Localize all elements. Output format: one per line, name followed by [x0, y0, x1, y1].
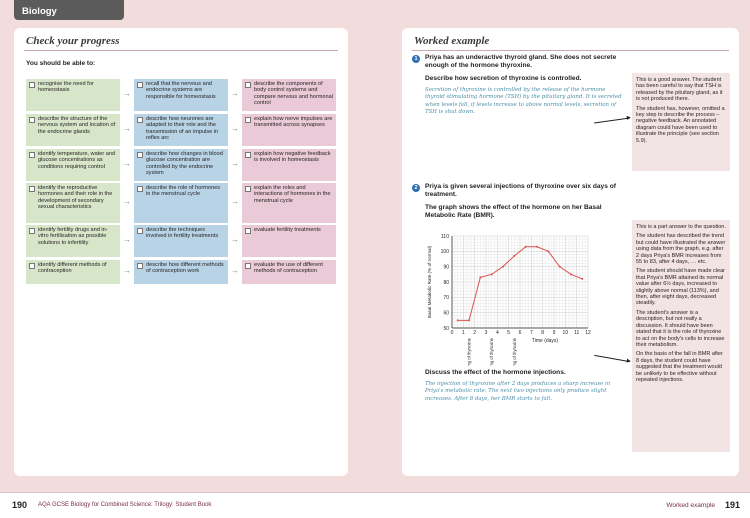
data-point: [525, 246, 527, 248]
checkbox[interactable]: [245, 228, 251, 234]
intro-text: You should be able to:: [26, 60, 96, 67]
data-point: [479, 276, 481, 278]
data-point: [491, 273, 493, 275]
checkbox[interactable]: [245, 186, 251, 192]
progress-cell-text: evaluate fertility treatments: [254, 227, 321, 233]
question-number: 2: [412, 184, 420, 192]
data-point: [581, 278, 583, 280]
checkbox[interactable]: [29, 263, 35, 269]
arrow-icon: →: [123, 266, 131, 275]
x-axis-label: Time (days): [531, 338, 559, 344]
progress-cell: [26, 79, 120, 111]
arrow-icon: →: [231, 89, 239, 98]
progress-cell: [26, 183, 120, 223]
progress-cell: [134, 260, 228, 284]
checkbox[interactable]: [245, 117, 251, 123]
comment-paragraph: This is a part answer to the question.: [636, 224, 726, 230]
progress-cell-text: identify different methods of contraception: [38, 262, 107, 275]
progress-cell-text: describe the role of hormones in the menstrual cycle: [146, 185, 221, 198]
check-progress-panel: [14, 28, 348, 476]
x-tick-label: 11: [574, 330, 580, 336]
x-tick-label: 5: [507, 330, 511, 336]
progress-cell: [242, 225, 336, 257]
y-axis-label: Basal Metabolic Rate (% of normal): [427, 245, 432, 319]
progress-cell: [242, 183, 336, 223]
x-tick-label: 3: [484, 330, 488, 336]
progress-cell: [242, 260, 336, 284]
arrow-icon: →: [123, 197, 131, 206]
progress-cell-text: describe the structure of the nervous system and location of the endocrine glands: [38, 116, 116, 135]
arrow-icon: →: [231, 266, 239, 275]
progress-cell-text: explain the roles and interactions of hormones in the menstrual cycle: [254, 185, 331, 204]
checkbox[interactable]: [137, 152, 143, 158]
progress-cell-text: describe how changes in blood glucose concentration are controlled by the endocrine system: [146, 151, 223, 177]
student-answer: The injection of thyroxine after 2 days produces a sharp increase in Priya's metabolic rate. The next two injections only produce slight increases. After 8 days, her BMR starts to fall.: [425, 381, 611, 402]
question-prompt: Describe how secretion of thyroxine is controlled.: [425, 75, 582, 82]
checkbox[interactable]: [137, 186, 143, 192]
page-footer: [0, 492, 750, 518]
progress-cell: [26, 149, 120, 181]
question-number: 1: [412, 55, 420, 63]
x-tick-label: 12: [585, 330, 591, 336]
progress-cell: [134, 183, 228, 223]
x-tick-label: 8: [541, 330, 545, 336]
arrow-icon: →: [123, 89, 131, 98]
student-answer: Secretion of thyroxine is controlled by the release of the hormone thyroid stimulating hormone (TSH) by the pituitary gland. It is secreted when levels fall, if levels increase to above normal levels, secretion of TSH is shut down.: [425, 87, 622, 116]
progress-cell-text: explain how negative feedback is involved in homeostasis: [254, 151, 331, 164]
comment-paragraph: This is a good answer. The student has been careful to say that TSH is released by the pituitary gland, as it is not produced there.: [636, 77, 723, 103]
progress-cell-text: recall that the nervous and endocrine systems are responsible for homeostasis: [146, 81, 216, 100]
checkbox[interactable]: [29, 228, 35, 234]
data-point: [513, 255, 515, 257]
progress-cell: [134, 149, 228, 181]
progress-cell-text: recognise the need for homeostasis: [38, 81, 94, 94]
injection-annotation: injection of 5mg of thyroxine: [489, 338, 495, 366]
arrow-icon: →: [123, 159, 131, 168]
y-tick-label: 110: [441, 233, 449, 240]
progress-cell-text: identify the reproductive hormones and their role in the development of secondary sexual characteristics: [38, 185, 113, 211]
question-prompt: Discuss the effect of the hormone injections.: [425, 369, 566, 376]
arrow-icon: →: [123, 124, 131, 133]
progress-cell-text: identify fertility drugs and in-vitro fertilisation as possible solutions to infertility: [38, 227, 108, 246]
title-rule: [412, 50, 729, 51]
injection-annotation: injection of 5mg of thyroxine: [511, 338, 517, 366]
subject-tab: Biology: [14, 0, 124, 20]
arrow-icon: →: [231, 235, 239, 244]
progress-cell: [26, 260, 120, 284]
data-point: [536, 246, 538, 248]
checkbox[interactable]: [137, 228, 143, 234]
data-point: [547, 250, 549, 252]
checkbox[interactable]: [245, 263, 251, 269]
comment-paragraph: The student has described the trend but could have illustrated the answer using data from the graph, e.g. after 2 days Priya's BMR increases from 55 to 83, after 4 days, … etc.: [636, 233, 726, 266]
injection-annotation: injection of 5mg of thyroxine: [466, 338, 472, 366]
examiner-comment: [632, 73, 730, 171]
x-tick-label: 4: [495, 330, 499, 336]
progress-cell: [26, 114, 120, 146]
x-tick-label: 7: [529, 330, 533, 336]
panel-title: Worked example: [414, 35, 490, 47]
arrow-icon: →: [231, 159, 239, 168]
progress-cell-text: describe how different methods of contraception work: [146, 262, 224, 275]
x-tick-label: 6: [518, 330, 522, 336]
progress-cell: [242, 114, 336, 146]
book-title: AQA GCSE Biology for Combined Science: Trilogy: Student Book: [38, 502, 212, 508]
checkbox[interactable]: [137, 263, 143, 269]
arrow-icon: →: [123, 235, 131, 244]
question-text: Priya has an underactive thyroid gland. She does not secrete enough of the hormone thyroxine.: [425, 54, 617, 69]
data-point: [468, 319, 470, 321]
arrow-icon: →: [231, 197, 239, 206]
comment-paragraph: On the basis of the fall in BMR after 8 days, the student could have suggested that the treatment would be unlikely to be effective without repeated injections.: [636, 351, 723, 383]
progress-cell: [242, 79, 336, 111]
y-tick-label: 70: [443, 295, 449, 302]
checkbox[interactable]: [29, 117, 35, 123]
checkbox[interactable]: [29, 82, 35, 88]
checkbox[interactable]: [245, 82, 251, 88]
x-tick-label: 0: [450, 330, 454, 336]
checkbox[interactable]: [137, 117, 143, 123]
question-prompt: The graph shows the effect of the hormone on her Basal Metabolic Rate (BMR).: [425, 204, 602, 219]
progress-cell-text: describe how neurones are adapted to their role and the transmission of an impulse in reflex arc: [146, 116, 219, 142]
bmr-chart: [424, 232, 594, 366]
page-number-right: 191: [724, 500, 740, 510]
page-number-left: 190: [12, 500, 28, 510]
checkbox[interactable]: [245, 152, 251, 158]
comment-paragraph: The student should have made clear that Priya's BMR attained its normal value after 6½ days, increased to slightly above normal (113%), and then, after eight days, decreased steadily.: [636, 268, 725, 307]
data-point: [502, 266, 504, 268]
y-tick-label: 90: [443, 264, 449, 271]
comment-paragraph: The student has, however, omitted a key step to describe the process – negative feedback. An annotated diagram could have been used to illustrate the principle (see section 5.9).: [636, 105, 725, 144]
x-tick-label: 9: [552, 330, 556, 336]
progress-cell: [134, 225, 228, 257]
y-tick-label: 50: [443, 325, 449, 332]
progress-cell: [134, 114, 228, 146]
question-text: Priya is given several injections of thyroxine over six days of treatment.: [425, 183, 616, 198]
title-rule: [24, 50, 338, 51]
progress-cell-text: describe the techniques involved in fertility treatments: [146, 227, 219, 240]
arrow-icon: →: [231, 124, 239, 133]
checkbox[interactable]: [137, 82, 143, 88]
data-point: [559, 266, 561, 268]
y-tick-label: 80: [443, 279, 449, 286]
data-point: [457, 319, 459, 321]
x-tick-label: 2: [473, 330, 477, 336]
progress-cell-text: describe the components of body control systems and compare nervous and hormonal control: [254, 81, 333, 107]
data-point: [570, 273, 572, 275]
progress-cell-text: identify temperature, water and glucose concentrations as conditions requiring control: [38, 151, 116, 170]
comment-paragraph: The student's answer is a description, but not really a discussion. It should have been stated that it is the role of thyroxine to act on the body's cells to increase their metabolism.: [636, 309, 725, 348]
progress-cell: [134, 79, 228, 111]
y-tick-label: 60: [443, 310, 449, 317]
y-tick-label: 100: [440, 249, 449, 256]
progress-cell: [26, 225, 120, 257]
x-tick-label: 1: [461, 330, 465, 336]
x-tick-label: 10: [562, 330, 569, 336]
panel-title: Check your progress: [26, 35, 120, 47]
examiner-comment: [632, 220, 730, 452]
progress-cell-text: evaluate the use of different methods of contraception: [254, 262, 323, 275]
checkbox[interactable]: [29, 186, 35, 192]
checkbox[interactable]: [29, 152, 35, 158]
section-name: Worked example: [666, 502, 715, 509]
progress-cell-text: explain how nerve impulses are transmitted across synapses: [254, 116, 333, 129]
progress-cell: [242, 149, 336, 181]
bmr-chart-svg: [424, 232, 594, 366]
